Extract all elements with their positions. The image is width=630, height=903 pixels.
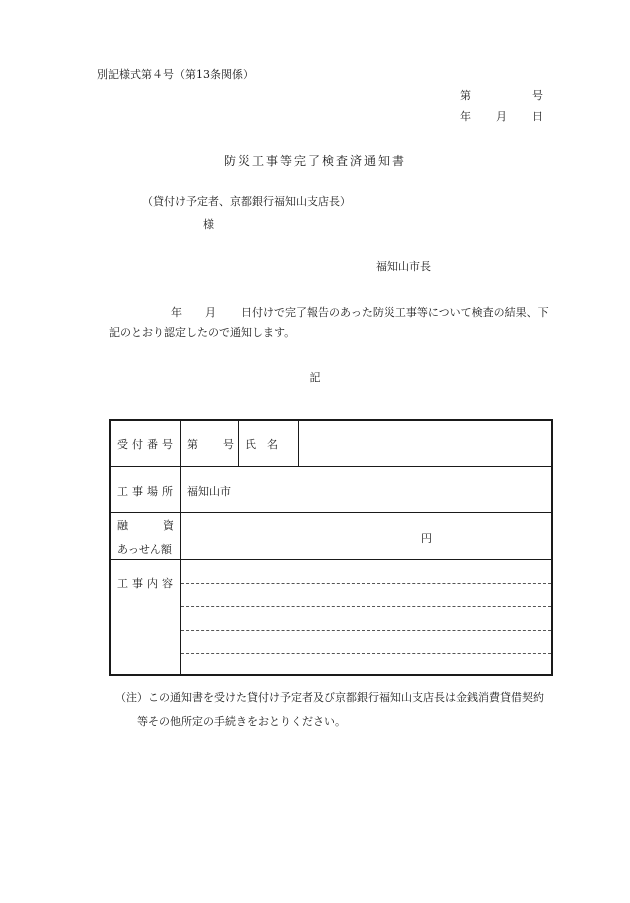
label-work-content: 工事内容 — [117, 577, 177, 590]
label-name: 氏 名 — [245, 438, 278, 451]
label-loan-b: あっせん額 — [117, 543, 172, 556]
row-divider — [111, 559, 551, 560]
column-divider — [238, 421, 239, 466]
name-value[interactable] — [307, 428, 547, 458]
date-month: 月 — [496, 110, 507, 123]
form-table — [109, 419, 553, 676]
label-site: 工事場所 — [117, 485, 177, 498]
body-line-1 — [109, 304, 569, 318]
yen-unit: 円 — [421, 532, 432, 545]
ki-marker: 記 — [309, 371, 321, 384]
body-year: 年 — [171, 306, 182, 319]
label-loan-a1: 融 — [117, 519, 128, 532]
receipt-number-suffix: 号 — [223, 438, 234, 451]
column-divider — [298, 421, 299, 466]
dashed-line — [181, 653, 551, 654]
dashed-line — [181, 630, 551, 631]
column-divider — [180, 421, 181, 674]
number-prefix: 第 — [460, 89, 471, 102]
document-date — [460, 108, 550, 122]
date-year: 年 — [460, 110, 471, 123]
body-line-2: 記のとおり認定したので通知します。 — [109, 326, 296, 339]
label-loan-a2: 資 — [163, 519, 174, 532]
number-suffix: 号 — [532, 89, 543, 102]
document-title: 防災工事等完了検査済通知書 — [223, 154, 406, 168]
note-line-1: （注）この通知書を受けた貸付け予定者及び京都銀行福知山支店長は金銭消費貸借契約 — [115, 691, 544, 704]
date-day: 日 — [532, 110, 543, 123]
label-receipt-number: 受付番号 — [117, 438, 177, 451]
dashed-line — [181, 583, 551, 584]
body-rest: 日付けで完了報告のあった防災工事等について検査の結果、下 — [241, 306, 549, 319]
dashed-line — [181, 606, 551, 607]
form-label: 別記様式第４号（第13条関係） — [97, 68, 254, 81]
body-month: 月 — [205, 306, 216, 319]
document-number — [460, 87, 543, 103]
row-divider — [111, 512, 551, 513]
site-value: 福知山市 — [187, 485, 231, 498]
honorific: 様 — [203, 218, 214, 231]
note-line-2: 等その他所定の手続きをおとりください。 — [137, 715, 346, 728]
issuer: 福知山市長 — [376, 260, 431, 273]
row-divider — [111, 466, 551, 467]
addressee: （貸付け予定者、京都銀行福知山支店長） — [142, 195, 351, 208]
receipt-number-prefix: 第 — [187, 438, 198, 451]
